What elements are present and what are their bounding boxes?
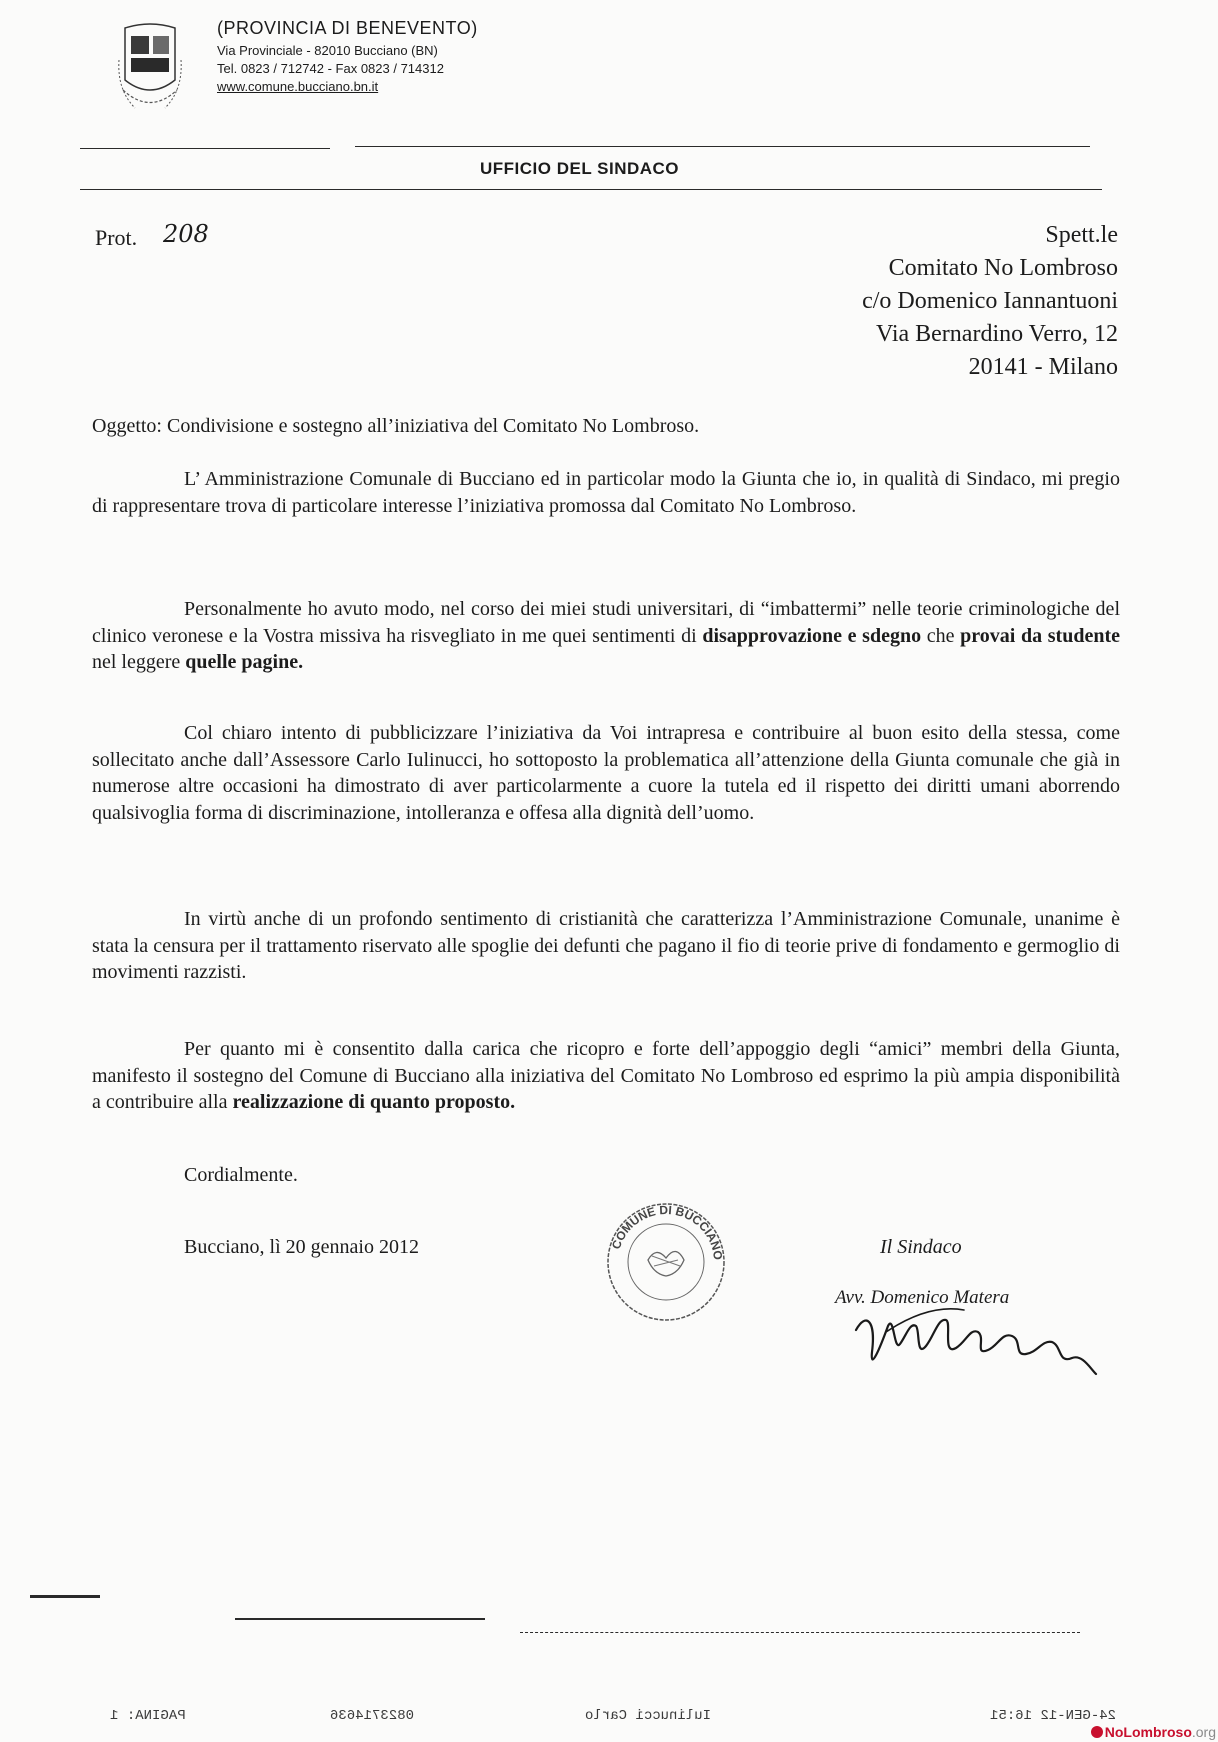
paragraph-2 [92,596,1120,676]
recipient-city: 20141 - Milano [968,354,1118,380]
header-rule-top-right [355,146,1090,147]
letter-subject: Oggetto: Condivisione e sostegno all’iniziativa del Comitato No Lombroso. [92,415,700,437]
watermark [1091,1724,1216,1740]
paragraph-2-bold-a: disapprovazione e sdegno [702,624,922,647]
paragraph-5-bold-b: realizzazione di quanto proposto. [232,1091,516,1113]
scan-streak [30,1595,100,1598]
header-website: www.comune.bucciano.bn.it [217,79,379,94]
paragraph-2-bold-d: provai da studente [960,624,1120,647]
protocol-label: Prot. [95,225,138,250]
paragraph-2-text-a: Personalmente ho avuto modo, nel corso dei miei studi universitari, di “imbattermi” nelle teorie criminologiche del clinico veronese e la Vostra missiva ha risvegliato in me quei sentimenti di [92,598,1120,647]
official-stamp [596,1198,736,1326]
recipient-salutation: Spett.le [1045,222,1118,248]
recipient-street: Via Bernardino Verro, 12 [875,321,1118,347]
header-address: Via Provinciale - 82010 Bucciano (BN) [217,43,438,58]
office-title: UFFICIO DEL SINDACO [480,159,680,178]
scan-streak [520,1632,1080,1633]
fax-sender: Iulinucci Carlo [585,1708,712,1724]
paragraph-1 [92,466,1120,519]
paragraph-3 [92,720,1120,826]
header-rule-top-left [80,148,330,149]
paragraph-3-text: Col chiaro intento di pubblicizzare l’iniziativa da Voi intrapresa e contribuire al buon esito della stessa, come sollecitato anche dall’Assessore Carlo Iulinucci, ho sottoposto la problematica all’attenzione della Giunta comunale che già in numerose altre occasioni ha dimostrato di aver particolarmente a cuore la tutela ed il rispetto dei diritti umani aborrendo qualsivoglia forma di discriminazione, intolleranza e offesa alla dignità dell’uomo. [92,722,1120,824]
svg-text:COMUNE DI BUCCIANO [609,1203,725,1261]
fax-number: 0823714636 [330,1708,415,1724]
place-date: Bucciano, lì 20 gennaio 2012 [184,1236,419,1258]
signatory-title: Il Sindaco [880,1236,962,1258]
watermark-brand: NoLombroso [1104,1724,1192,1740]
header-rule-bottom [80,189,1102,190]
closing: Cordialmente. [184,1164,298,1186]
paragraph-5-text-a: Per quanto mi è consentito dalla carica che ricopro e forte dell’appoggio degli “amici” membri della Giunta, manifesto il sostegno del Comune di Bucciano alla iniziativa del Comitato No Lombroso ed esprimo la più ampia disponibilità a contribuire alla [92,1038,1120,1113]
paragraph-2-bold-f: quelle pagine. [185,651,304,673]
paragraph-5 [92,1036,1120,1116]
recipient-care-of: c/o Domenico Iannantuoni [862,288,1118,314]
header-province: (PROVINCIA DI BENEVENTO) [217,18,478,38]
fax-page: PAGINA: 1 [110,1708,186,1724]
paragraph-2-text-c: che [921,624,961,647]
scan-streak [235,1618,485,1620]
signatory-name: Avv. Domenico Matera [835,1287,1010,1308]
watermark-tld: .org [1191,1724,1216,1740]
stamp-text: COMUNE DI BUCCIANO [608,1202,726,1261]
paragraph-4-text: In virtù anche di un profondo sentimento di cristianità che caratterizza l’Amministrazione Comunale, unanime è stata la censura per il trattamento riservato alle spoglie dei defunti che pagano il fio di teorie prive di fondamento e germoglio di movimenti razzisti. [92,908,1120,983]
watermark-logo-icon [1091,1726,1103,1738]
fax-datetime: 24-GEN-12 16:51 [990,1708,1117,1724]
recipient-name: Comitato No Lombroso [888,255,1118,281]
header-phone: Tel. 0823 / 712742 - Fax 0823 / 714312 [217,61,444,76]
handwritten-signature [846,1292,1106,1390]
paragraph-1-text: L’ Amministrazione Comunale di Bucciano ed in particolar modo la Giunta che io, in qualità di Sindaco, mi pregio di rappresentare trova di particolare interesse l’iniziativa promossa dal Comitato No Lombroso. [92,468,1120,517]
paragraph-4 [92,906,1120,986]
protocol-number: 208 [163,220,209,248]
paragraph-2-text-e: nel leggere [92,651,186,673]
municipal-crest [115,20,185,125]
